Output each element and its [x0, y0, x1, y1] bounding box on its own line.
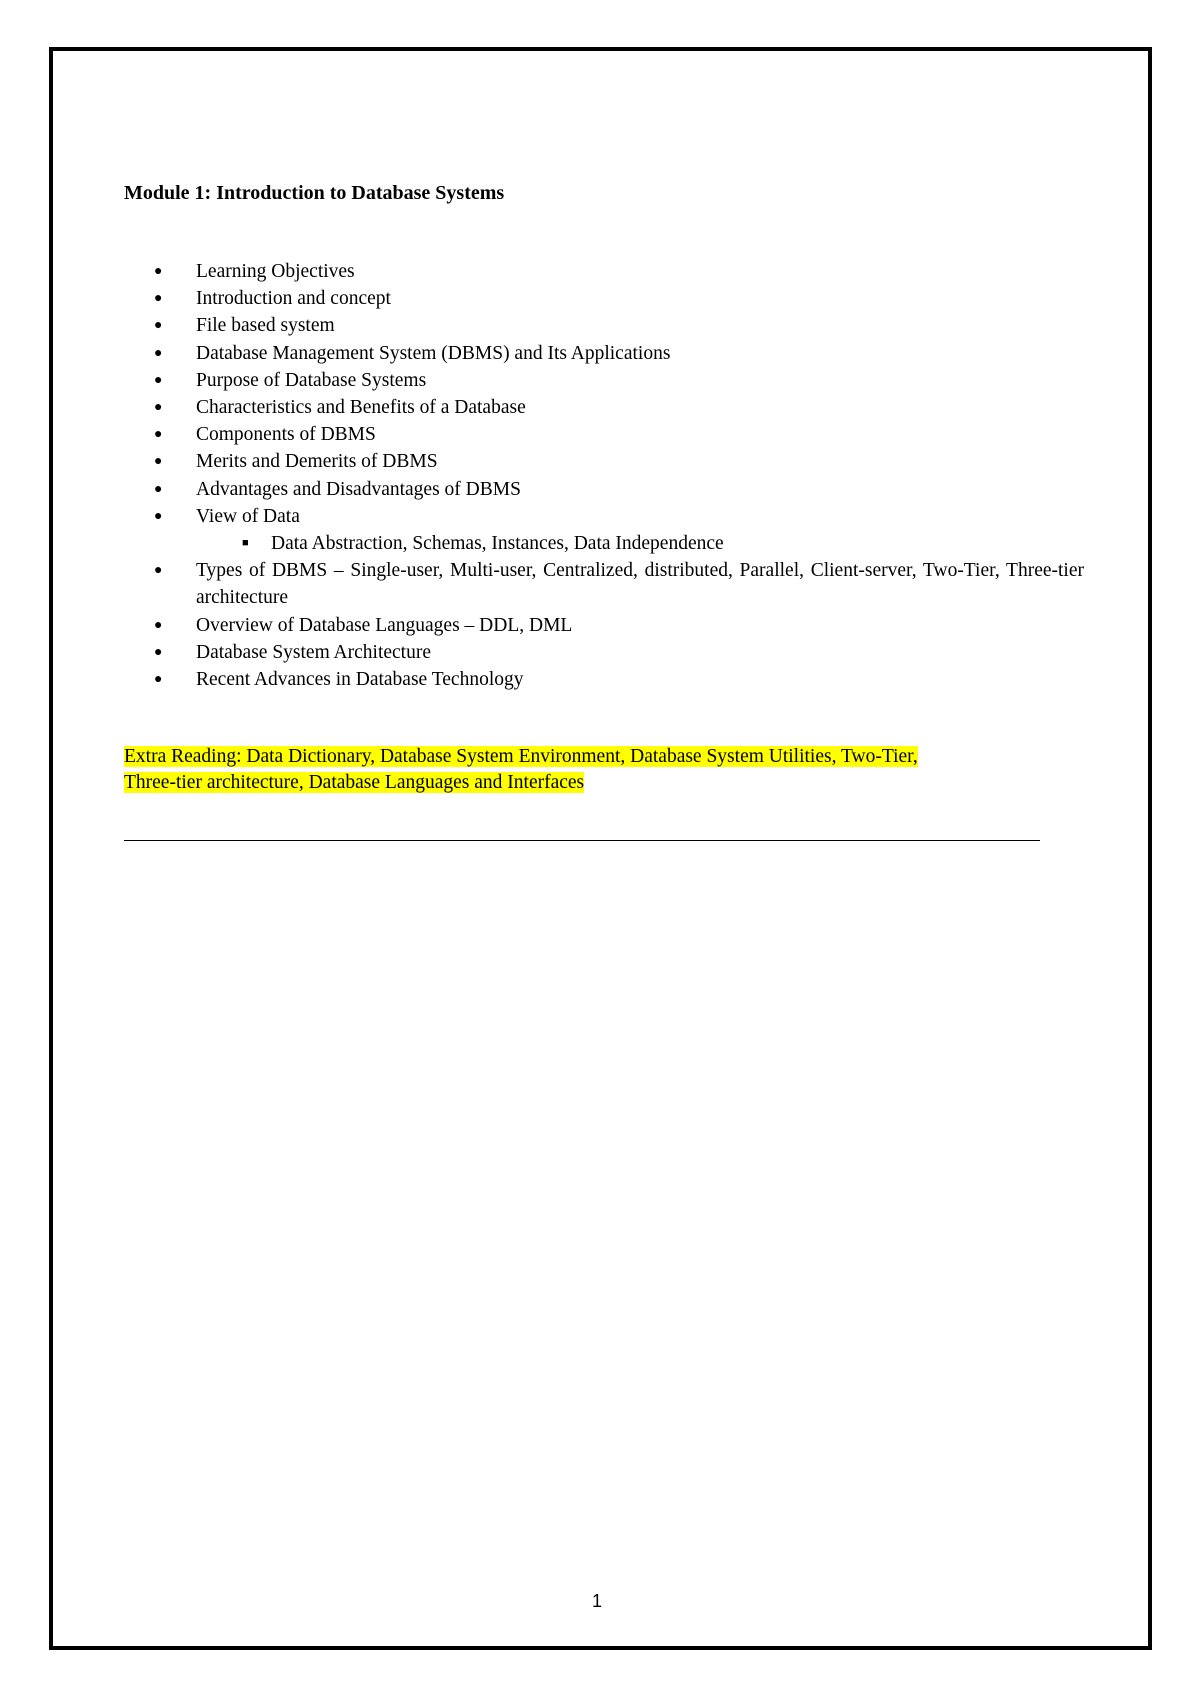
bullet-icon: ● [154, 264, 163, 279]
bullet-icon: ● [154, 672, 163, 688]
list-item-text: Introduction and concept [196, 288, 391, 310]
list-item [124, 258, 1084, 285]
list-item [124, 666, 1084, 693]
list-item-text: Overview of Database Languages – DDL, DML [196, 614, 573, 636]
module-title: Module 1: Introduction to Database Systems [124, 182, 505, 204]
list-item-text: Database Management System (DBMS) and Its Applications [196, 342, 671, 364]
list-item [124, 340, 1084, 367]
bullet-icon: ● [154, 372, 163, 388]
list-item-text: Merits and Demerits of DBMS [196, 451, 438, 473]
extra-reading [124, 744, 1064, 796]
bullet-icon: ● [154, 454, 163, 470]
list-item [124, 394, 1084, 421]
square-bullet-icon: ■ [242, 537, 249, 550]
bullet-icon: ● [154, 508, 163, 524]
bullet-icon: ● [154, 291, 163, 307]
bullet-icon: ● [154, 427, 163, 443]
list-item-text: Advantages and Disadvantages of DBMS [196, 478, 521, 500]
list-item [124, 476, 1084, 503]
extra-reading-line-2: Three-tier architecture, Database Languages and Interfaces [124, 772, 585, 793]
list-item-text: View of Data [196, 505, 300, 527]
list-item [124, 367, 1084, 394]
list-item [124, 557, 1084, 611]
list-item [124, 421, 1084, 448]
list-item-text: Components of DBMS [196, 424, 376, 446]
extra-reading-line-1: Extra Reading: Data Dictionary, Database System Environment, Database System Utilities, Two-Tier, [124, 746, 918, 767]
horizontal-rule [124, 840, 1040, 841]
page-number: 1 [592, 1591, 603, 1611]
list-item-text: Purpose of Database Systems [196, 369, 427, 391]
list-item-view-of-data [124, 503, 1084, 557]
bullet-icon: ● [154, 644, 163, 660]
bullet-icon: ● [154, 318, 163, 334]
list-item-text: Types of DBMS – Single-user, Multi-user, Centralized, distributed, Parallel, Client-server, Two-Tier, Three-tier architecture [196, 560, 1084, 609]
list-item-text: Database System Architecture [196, 641, 431, 663]
sub-list-item-text: Data Abstraction, Schemas, Instances, Data Independence [271, 533, 724, 555]
bullet-icon: ● [154, 563, 163, 579]
list-item [124, 639, 1084, 666]
list-item [124, 612, 1084, 639]
bullet-icon: ● [154, 400, 163, 416]
sub-list-item [124, 530, 1084, 557]
list-item-text: Recent Advances in Database Technology [196, 669, 524, 691]
topic-list [124, 258, 1084, 693]
sub-list [196, 530, 1084, 557]
bullet-icon: ● [154, 345, 163, 361]
list-item-text: Learning Objectives [196, 261, 355, 282]
list-item [124, 448, 1084, 475]
bullet-icon: ● [154, 617, 163, 633]
bullet-icon: ● [154, 481, 163, 497]
list-item-text: Characteristics and Benefits of a Database [196, 397, 526, 419]
list-item-text: File based system [196, 315, 335, 337]
list-item [124, 285, 1084, 312]
list-item [124, 312, 1084, 339]
